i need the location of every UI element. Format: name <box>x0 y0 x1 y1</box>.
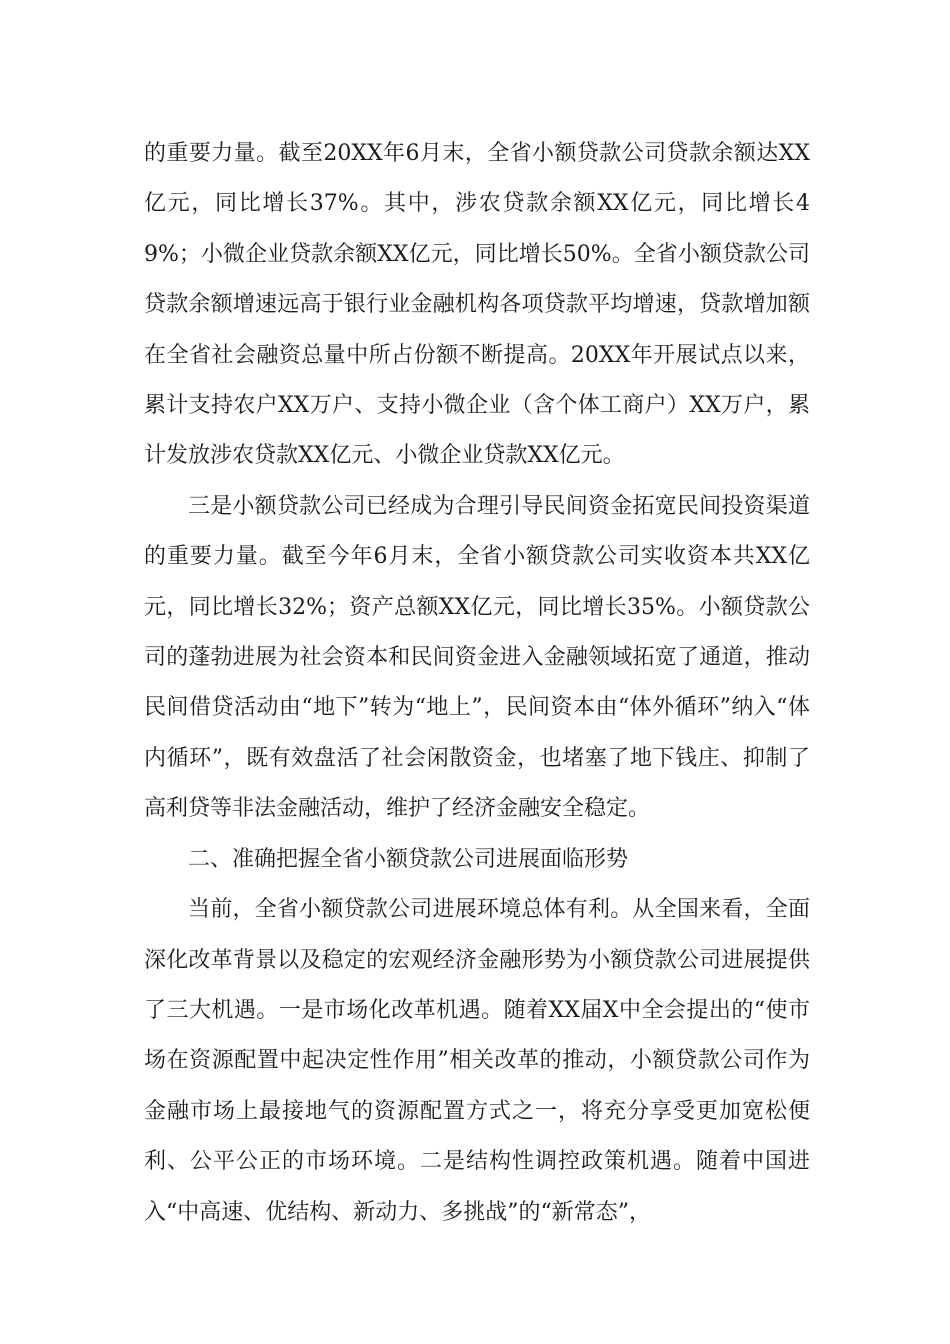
paragraph-current-situation: 当前，全省小额贷款公司进展环境总体有利。从全国来看，全面深化改革背景以及稳定的宏观经济金融形势为小额贷款公司进展提供了三大机遇。一是市场化改革机遇。随着XX届X中全会提出的“使市场在资源配置中起决定性作用”相关改革的推动，小额贷款公司作为金融市场上最接地气的资源配置方式之一，将充分享受更加宽松便利、公平公正的市场环境。二是结构性调控政策机遇。随着中国进入“中高速、优结构、新动力、多挑战”的“新常态”， <box>144 897 810 1225</box>
paragraph-continued: 的重要力量。截至20XX年6月末，全省小额贷款公司贷款余额达XX亿元，同比增长37%。其中，涉农贷款余额XX亿元，同比增长49%；小微企业贷款余额XX亿元，同比增长50%。全省小额贷款公司贷款余额增速远高于银行业金融机构各项贷款平均增速，贷款增加额在全省社会融资总量中所占份额不断提高。20XX年开展试点以来，累计支持农户XX万户、支持小微企业（含个体工商户）XX万户，累计发放涉农贷款XX亿元、小微企业贷款XX亿元。 <box>144 141 810 469</box>
document-body <box>144 129 810 1238</box>
section-heading-two: 二、准确把握全省小额贷款公司进展面临形势 <box>188 846 629 872</box>
paragraph-point-three: 三是小额贷款公司已经成为合理引导民间资金拓宽民间投资渠道的重要力量。截至今年6月末，全省小额贷款公司实收资本共XX亿元，同比增长32%；资产总额XX亿元，同比增长35%。小额贷款公司的蓬勃进展为社会资本和民间资金进入金融领域拓宽了通道，推动民间借贷活动由“地下”转为“地上”，民间资本由“体外循环”纳入“体内循环”，既有效盘活了社会闲散资金，也堵塞了地下钱庄、抑制了高利贷等非法金融活动，维护了经济金融安全稳定。 <box>144 493 810 822</box>
